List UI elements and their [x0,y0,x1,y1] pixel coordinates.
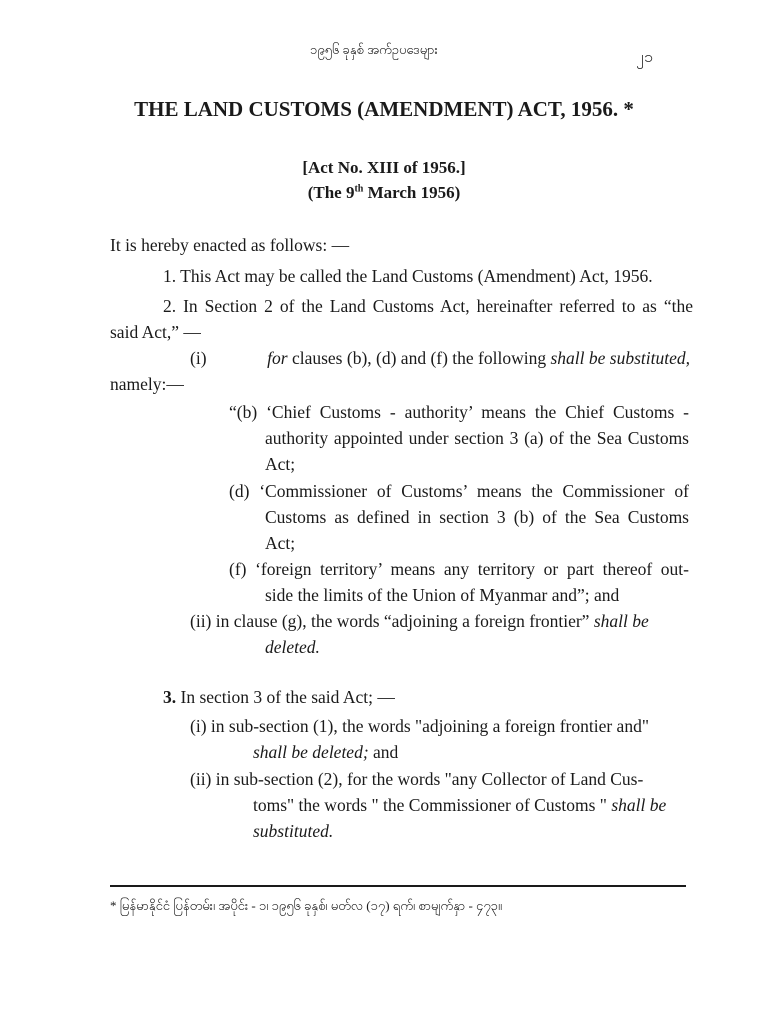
date-suffix: March 1956) [363,183,461,202]
section-3-number: 3. [163,687,177,707]
footnote-divider [110,885,686,887]
running-title: ၁၉၅၆ ခုနှစ် အက်ဥပဒေများ [310,42,438,57]
clause-f-line-1: (f) ‘foreign territory’ means any territory or part thereof out- [229,559,689,579]
page-number: ၂၁ [636,49,653,66]
clause-f-line-2: side the limits of the Union of Myanmar and”; and [265,585,620,605]
section-3-clause-i-line-2 [253,742,398,763]
clause-d-line-3: Act; [265,533,296,553]
footnote: * မြန်မာနိုင်ငံ ပြန်တမ်း၊ အပိုင်း - ၁၊ ၁၉၅၆ ခုနှစ်၊ မတ်လ (၁၇) ရက်၊ စာမျက်နှာ - ၄၇၃။ [110,898,502,913]
clause-d-line-1: (d) ‘Commissioner of Customs’ means the Commissioner of [229,481,689,501]
section-3-and: and [368,742,399,762]
clause-i-number: (i) [190,348,207,368]
section-3 [163,687,395,708]
clause-ii-shall-be: shall be [593,611,649,631]
clause-i-text [267,348,690,369]
act-title: THE LAND CUSTOMS (AMENDMENT) ACT, 1956. * [134,97,634,121]
act-number: [Act No. XIII of 1956.] [302,158,466,177]
section-3-clause-i-line-1: (i) in sub-section (1), the words "adjoining a foreign frontier and" [190,716,649,736]
clause-ii-line-1 [190,611,649,632]
section-3-clause-ii-line-2 [253,795,666,816]
clause-i-substituted: shall be substituted, [550,348,690,368]
enacting-clause: It is hereby enacted as follows: — [110,235,350,255]
clause-ii-text: (ii) in clause (g), the words “adjoining a foreign frontier” [190,611,594,631]
section-3-text: In section 3 of the said Act; — [180,687,395,707]
act-date [0,183,768,203]
clause-b-line-3: Act; [265,454,296,474]
section-3-clause-ii-line-1: (ii) in sub-section (2), for the words "any Collector of Land Cus- [190,769,644,789]
section-1: 1. This Act may be called the Land Customs (Amendment) Act, 1956. [163,266,653,286]
section-3-clause-ii-line-3 [253,821,333,842]
section-3-ii-shall-be: shall be [611,795,667,815]
namely: namely:— [110,374,184,394]
section-2-line-2: said Act,” — [110,322,201,342]
clause-d-line-2: Customs as defined in section 3 (b) of the Sea Customs [265,507,689,527]
clause-b-line-1: “(b) ‘Chief Customs - authority’ means the Chief Customs - [229,402,689,422]
section-3-shall-be-deleted: shall be deleted; [253,742,369,762]
section-3-ii-substituted: substituted. [253,821,334,841]
date-prefix: (The 9 [307,183,355,202]
clause-i-for: for [267,348,288,368]
section-2-line-1: 2. In Section 2 of the Land Customs Act, hereinafter referred to as “the [163,296,693,316]
date-ordinal: th [354,183,364,195]
section-2-clause-i [190,348,690,369]
clause-ii-line-2 [265,637,320,658]
clause-b-line-2: authority appointed under section 3 (a) of the Sea Customs [265,428,689,448]
clause-ii-deleted: deleted. [265,637,320,657]
section-3-ii-text: toms" the words " the Commissioner of Customs " [253,795,612,815]
clause-i-mid: clauses (b), (d) and (f) the following [287,348,551,368]
